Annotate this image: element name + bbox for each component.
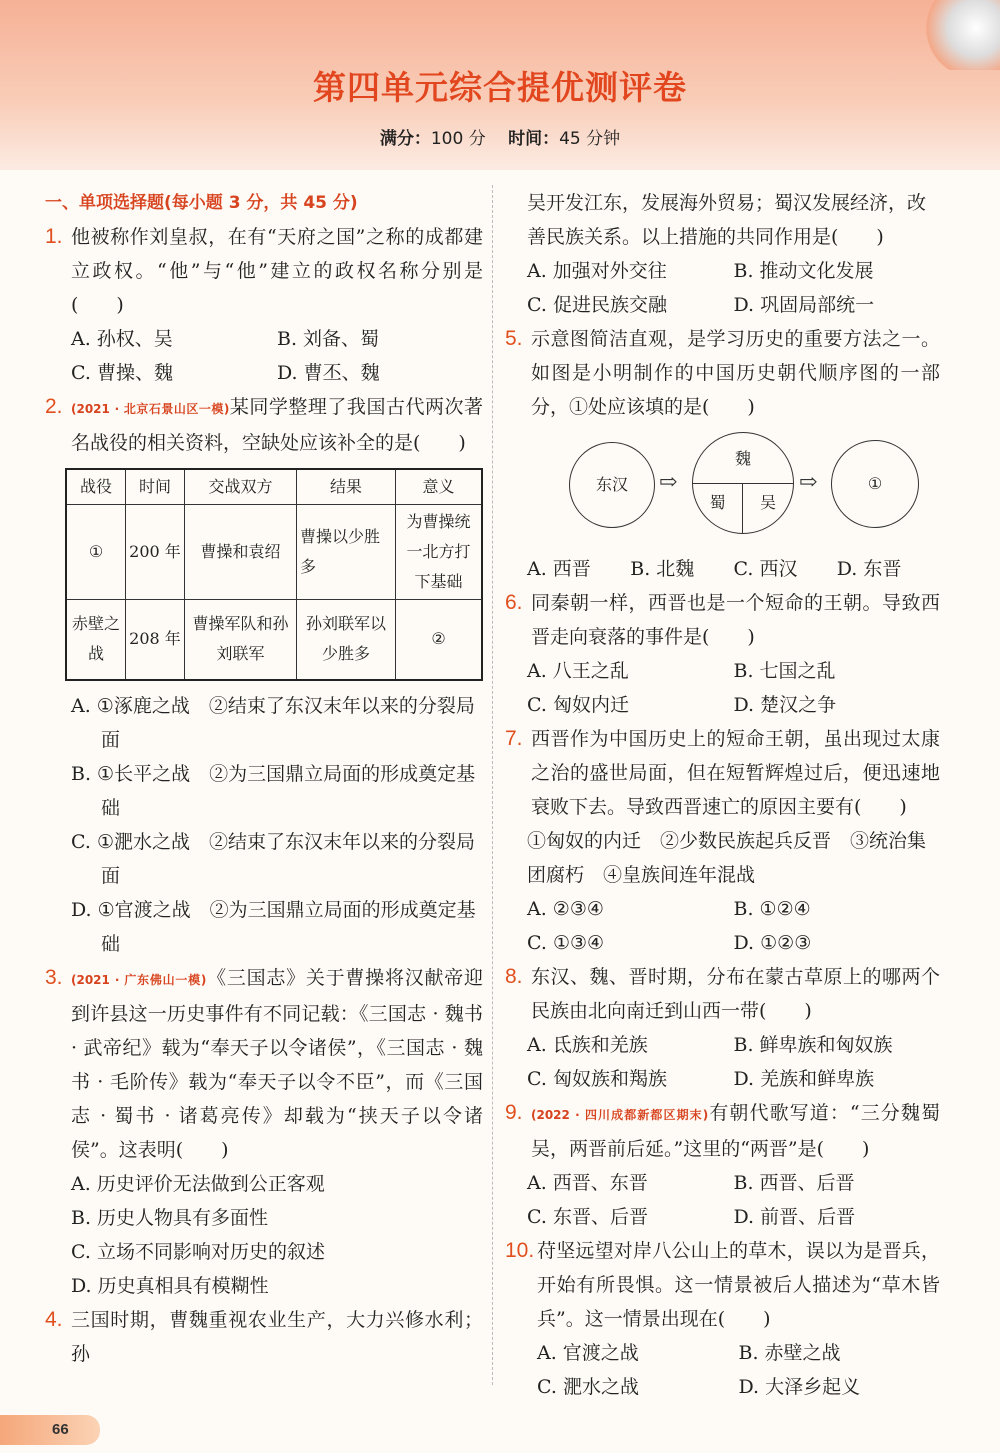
option-d[interactable]: D. 前晋、后晋 [733,1206,856,1228]
question-number: 8. [505,965,523,988]
question-10 [505,1234,940,1336]
question-number: 1. [45,225,63,248]
option-b[interactable]: B. ①长平之战 ②为三国鼎立局面的形成奠定基础 [71,762,476,819]
option-a[interactable]: A. 孙权、吴 [71,328,173,350]
dynasty-shu: 蜀 [693,483,743,534]
page-number-tab [0,1415,100,1445]
question-8 [505,960,940,1028]
page-curl-decoration [920,0,1000,70]
option-c[interactable]: C. 淝水之战 [537,1376,639,1398]
question-text: 同秦朝一样，西晋也是一个短命的王朝。导致西晋走向衰落的事件是( ) [531,592,940,648]
page-title: 第四单元综合提优测评卷 [313,68,687,107]
section-note: (每小题 3 分，共 45 分) [164,193,358,213]
option-d[interactable]: D. 巩固局部统一 [733,294,875,316]
table-header: 交战双方 [185,469,297,505]
page-number: 66 [52,1421,69,1438]
score-label: 满分： [379,129,431,149]
option-a[interactable]: A. 历史评价无法做到公正客观 [71,1172,325,1195]
question-text: 东汉、魏、晋时期，分布在蒙古草原上的哪两个民族由北向南迁到山西一带( ) [531,966,940,1022]
section-title: 一、单项选择题 [45,193,164,213]
question-text-start: 三国时期，曹魏重视农业生产，大力兴修水利；孙 [71,1308,483,1365]
question-1 [45,220,483,322]
table-cell: 曹操军队和孙刘联军 [185,600,297,680]
dynasty-diagram [527,428,940,546]
question-9 [505,1096,940,1166]
option-d[interactable]: D. ①②③ [733,932,812,954]
table-row [66,600,482,680]
option-c[interactable]: C. 立场不同影响对历史的叙述 [71,1240,325,1263]
option-c[interactable]: C. 东晋、后晋 [527,1206,648,1228]
option-c[interactable]: C. ①淝水之战 ②结束了东汉末年以来的分裂局面 [71,830,475,887]
option-d[interactable]: D. 羌族和鲜卑族 [733,1068,875,1090]
option-a[interactable]: A. 官渡之战 [537,1342,639,1364]
dynasty-wu: 吴 [759,493,776,512]
option-a[interactable]: A. 八王之乱 [527,660,629,682]
option-c[interactable]: C. 促进民族交融 [527,294,667,316]
option-a[interactable]: A. 西晋、东晋 [527,1172,648,1194]
time-label: 时间： [508,129,560,149]
right-column [505,186,940,1404]
question-source: (2022 · 四川成都新都区期末) [531,1108,709,1122]
question-5 [505,322,940,424]
question-7-items: ①匈奴的内迁 ②少数民族起兵反晋 ③统治集团腐朽 ④皇族间连年混战 [527,830,927,886]
option-b[interactable]: B. 刘备、蜀 [277,328,380,350]
question-number: 3. [45,965,63,989]
options-q1 [45,322,483,390]
question-4 [45,1303,483,1371]
left-column [45,186,483,1371]
table-cell: 曹操和袁绍 [185,505,297,600]
table-header: 时间 [126,469,185,505]
options-q3 [45,1167,483,1303]
question-number: 2. [45,395,63,418]
question-number: 7. [505,727,523,750]
option-c[interactable]: C. 西汉 [733,558,798,580]
option-d[interactable]: D. 曹丕、魏 [277,362,380,384]
option-b[interactable]: B. 历史人物具有多面性 [71,1206,269,1229]
table-header: 结果 [297,469,396,505]
option-c[interactable]: C. 匈奴族和羯族 [527,1068,667,1090]
table-row [66,505,482,600]
table-cell: 为曹操统一北方打下基础 [396,505,483,600]
option-a[interactable]: A. ②③④ [527,898,604,920]
question-2 [45,390,483,460]
options-q2 [45,689,483,961]
arrow-icon: ⇨ [799,470,818,495]
table-header: 意义 [396,469,483,505]
question-text: 他被称作刘皇叔，在有“天府之国”之称的成都建立政权。“他”与“他”建立的政权名称分别是( ) [71,226,483,316]
table-cell: ② [396,600,483,680]
option-d[interactable]: D. ①官渡之战 ②为三国鼎立局面的形成奠定基础 [71,898,476,955]
option-b[interactable]: B. 鲜卑族和匈奴族 [733,1034,893,1056]
option-a[interactable]: A. 氐族和羌族 [527,1034,648,1056]
option-b[interactable]: B. 赤壁之战 [738,1342,841,1364]
question-3 [45,961,483,1167]
question-number: 4. [45,1307,63,1331]
table-cell: 曹操以少胜多 [297,505,396,600]
option-d[interactable]: D. 历史真相具有模糊性 [71,1274,269,1297]
options-q5 [505,552,940,586]
options-q9 [505,1166,940,1234]
question-text: 示意图简洁直观，是学习历史的重要方法之一。如图是小明制作的中国历史朝代顺序图的一部分，①处应该填的是( ) [531,328,940,418]
option-a[interactable]: A. 加强对外交往 [527,260,667,282]
option-d[interactable]: D. 大泽乡起义 [738,1376,861,1398]
score-value: 100 分 [430,129,486,149]
question-text: 有朝代歌写道：“三分魏蜀吴，两晋前后延。”这里的“两晋”是( ) [531,1102,940,1160]
question-number: 6. [505,591,523,614]
exam-info [0,124,1000,149]
table-cell: ① [66,505,126,600]
table-cell: 孙刘联军以少胜多 [297,600,396,680]
table-cell: 208 年 [126,600,185,680]
question-4-continued: 吴开发江东，发展海外贸易；蜀汉发展经济，改善民族关系。以上措施的共同作用是( ) [527,192,927,248]
table-cell: 200 年 [126,505,185,600]
options-q8 [505,1028,940,1096]
options-q10 [505,1336,940,1404]
question-6 [505,586,940,654]
dynasty-wei: 魏 [693,433,793,484]
option-a[interactable]: A. ①涿鹿之战 ②结束了东汉末年以来的分裂局面 [71,694,475,751]
question-source: (2021 · 广东佛山一模) [71,972,207,987]
option-c[interactable]: C. ①③④ [527,932,605,954]
option-b[interactable]: B. 西晋、后晋 [733,1172,855,1194]
time-value: 45 分钟 [559,129,621,149]
question-number: 9. [505,1101,523,1124]
option-b[interactable]: B. ①②④ [733,898,811,920]
question-source: (2021 · 北京石景山区一模) [71,402,230,416]
question-text: 苻坚远望对岸八公山上的草木，误以为是晋兵，开始有所畏惧。这一情景被后人描述为“草木皆兵”。这一情景出现在( ) [537,1240,940,1330]
question-text: 《三国志》关于曹操将汉献帝迎到许县这一历史事件有不同记载：《三国志 · 魏书 · 武帝纪》载为“奉天子以令诸侯”，《三国志 · 魏书 · 毛阶传》载为“奉天子以令不臣”，而《三国志 · 蜀书 · 诸葛亮传》却载为“挟天子以令诸侯”。这表明( ) [71,966,483,1161]
battle-table [65,468,483,681]
section-heading [45,186,483,220]
column-divider [492,185,493,1385]
question-text: 某同学整理了我国古代两次著名战役的相关资料，空缺处应该补全的是( ) [71,396,483,454]
question-text: 西晋作为中国历史上的短命王朝，虽出现过太康之治的盛世局面，但在短暂辉煌过后，便迅速地衰败下去。导致西晋速亡的原因主要有( ) [531,728,940,818]
header-banner [0,0,1000,170]
option-b[interactable]: B. 七国之乱 [733,660,836,682]
table-header: 战役 [66,469,126,505]
option-b[interactable]: B. 北魏 [630,558,695,580]
question-number: 10. [505,1239,535,1262]
options-q7 [505,892,940,960]
dynasty-circle-middle [692,432,794,534]
option-a[interactable]: A. 西晋 [527,558,591,580]
option-d[interactable]: D. 楚汉之争 [733,694,837,716]
option-b[interactable]: B. 推动文化发展 [733,260,874,282]
option-c[interactable]: C. 曹操、魏 [71,362,173,384]
question-7 [505,722,940,824]
option-d[interactable]: D. 东晋 [836,558,902,580]
table-cell: 赤壁之战 [66,600,126,680]
table-header-row [66,469,482,505]
question-number: 5. [505,327,523,350]
arrow-icon: ⇨ [659,470,678,495]
option-c[interactable]: C. 匈奴内迁 [527,694,629,716]
options-q4 [505,254,940,322]
dynasty-circle-first: 东汉 [569,442,655,528]
options-q6 [505,654,940,722]
dynasty-circle-blank: ① [831,440,919,528]
